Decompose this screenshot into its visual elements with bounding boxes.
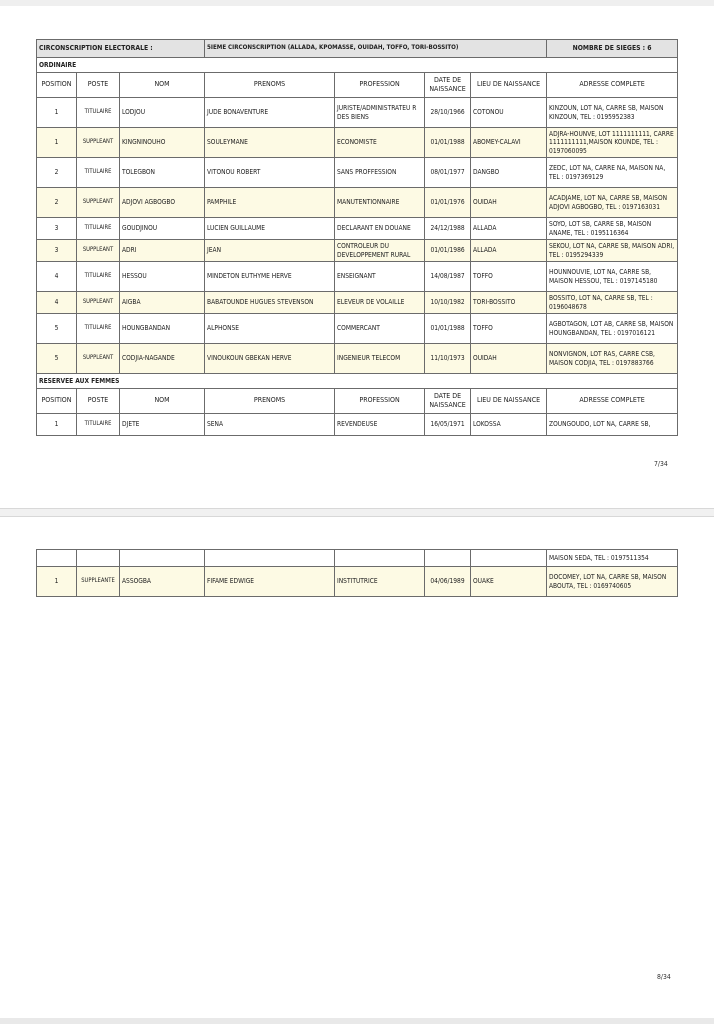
cell-profession: CONTROLEUR DU DEVELOPPEMENT RURAL	[335, 240, 425, 262]
table-row	[37, 292, 678, 314]
cell-profession: INGENIEUR TELECOM	[335, 344, 425, 374]
page-top-strip	[0, 0, 714, 6]
cell-lieu: OUAKE	[471, 567, 547, 597]
cell-nom: HOUNGBANDAN	[120, 314, 205, 344]
cell-poste: TITULAIRE	[77, 98, 120, 128]
cell-nom: ADJOVI AGBOGBO	[120, 188, 205, 218]
cell-nom: HESSOU	[120, 262, 205, 292]
cell-poste: TITULAIRE	[77, 314, 120, 344]
cell-prenoms: VINOUKOUN GBEKAN HERVE	[205, 344, 335, 374]
cell-prenoms: BABATOUNDE HUGUES STEVENSON	[205, 292, 335, 314]
col-position: POSITION	[37, 389, 77, 414]
table-row	[37, 314, 678, 344]
cell-nom: DJETE	[120, 414, 205, 436]
cell-prenoms: JEAN	[205, 240, 335, 262]
table-row	[37, 188, 678, 218]
cell-poste: TITULAIRE	[77, 218, 120, 240]
cell-prenoms	[205, 550, 335, 567]
cell-lieu: OUIDAH	[471, 344, 547, 374]
cell-lieu: ALLADA	[471, 218, 547, 240]
cell-date: 28/10/1966	[425, 98, 471, 128]
cell-date: 10/10/1982	[425, 292, 471, 314]
document-page-8	[0, 516, 714, 1019]
cell-adresse: ADJRA-HOUNVE, LOT 1111111111, CARRE 1111111111,MAISON KOUNDE, TEL : 0197060095	[547, 128, 678, 158]
cell-profession: MANUTENTIONNAIRE	[335, 188, 425, 218]
page-number: 8/34	[657, 973, 671, 981]
cell-lieu: ABOMEY-CALAVI	[471, 128, 547, 158]
cell-poste: SUPPLEANT	[77, 188, 120, 218]
cell-prenoms: FIFAME EDWIGE	[205, 567, 335, 597]
section-femmes-label: RESERVEE AUX FEMMES	[37, 374, 678, 389]
cell-position: 2	[37, 188, 77, 218]
cell-date: 01/01/1988	[425, 128, 471, 158]
constituency-header	[37, 40, 678, 58]
cell-lieu: DANGBO	[471, 158, 547, 188]
seats-count: NOMBRE DE SIEGES : 6	[547, 40, 678, 58]
col-profession: PROFESSION	[335, 73, 425, 98]
cell-prenoms: LUCIEN GUILLAUME	[205, 218, 335, 240]
cell-poste: SUPPLEANT	[77, 240, 120, 262]
cell-date: 01/01/1988	[425, 314, 471, 344]
cell-nom: ADRI	[120, 240, 205, 262]
cell-profession	[335, 550, 425, 567]
cell-profession: ECONOMISTE	[335, 128, 425, 158]
cell-adresse: SOYO, LOT SB, CARRE SB, MAISON ANAME, TEL : 0195116364	[547, 218, 678, 240]
col-date: DATE DE NAISSANCE	[425, 73, 471, 98]
cell-profession: DECLARANT EN DOUANE	[335, 218, 425, 240]
cell-profession: ELEVEUR DE VOLAILLE	[335, 292, 425, 314]
table-row	[37, 128, 678, 158]
cell-date: 16/05/1971	[425, 414, 471, 436]
cell-lieu: LOKOSSA	[471, 414, 547, 436]
table-row	[37, 414, 678, 436]
cell-adresse: HOUNNOUVIE, LOT NA, CARRE SB, MAISON HESSOU, TEL : 0197145180	[547, 262, 678, 292]
cell-adresse: NONVIGNON, LOT RAS, CARRE CSB, MAISON CODJIA, TEL : 0197883766	[547, 344, 678, 374]
cell-prenoms: PAMPHILE	[205, 188, 335, 218]
page-bottom-strip	[0, 1018, 714, 1024]
cell-poste: TITULAIRE	[77, 262, 120, 292]
section-femmes	[37, 374, 678, 389]
cell-poste	[77, 550, 120, 567]
cell-prenoms: SENA	[205, 414, 335, 436]
cell-lieu: ALLADA	[471, 240, 547, 262]
cell-poste: SUPPLEANTE	[77, 567, 120, 597]
cell-position	[37, 550, 77, 567]
cell-profession: COMMERCANT	[335, 314, 425, 344]
cell-adresse: AGBOTAGON, LOT AB, CARRE SB, MAISON HOUNGBANDAN, TEL : 0197016121	[547, 314, 678, 344]
table-row	[37, 158, 678, 188]
cell-date	[425, 550, 471, 567]
cell-adresse: ZEDC, LOT NA, CARRE NA, MAISON NA, TEL : 0197369129	[547, 158, 678, 188]
col-nom: NOM	[120, 389, 205, 414]
table-row	[37, 262, 678, 292]
cell-nom: LODJOU	[120, 98, 205, 128]
col-lieu: LIEU DE NAISSANCE	[471, 389, 547, 414]
cell-profession: JURISTE/ADMINISTRATEU R DES BIENS	[335, 98, 425, 128]
cell-lieu: OUIDAH	[471, 188, 547, 218]
table-row	[37, 98, 678, 128]
cell-profession: SANS PROFFESSION	[335, 158, 425, 188]
cell-position: 4	[37, 262, 77, 292]
col-poste: POSTE	[77, 73, 120, 98]
cell-poste: SUPPLEANT	[77, 292, 120, 314]
cell-nom: KINGNINOUHO	[120, 128, 205, 158]
cell-nom: ASSOGBA	[120, 567, 205, 597]
cell-profession: ENSEIGNANT	[335, 262, 425, 292]
cell-position: 1	[37, 128, 77, 158]
table-row	[37, 240, 678, 262]
cell-date: 01/01/1986	[425, 240, 471, 262]
cell-position: 4	[37, 292, 77, 314]
cell-prenoms: MINDETON EUTHYME HERVE	[205, 262, 335, 292]
table-row	[37, 567, 678, 597]
cell-prenoms: VITONOU ROBERT	[205, 158, 335, 188]
cell-position: 3	[37, 240, 77, 262]
cell-position: 2	[37, 158, 77, 188]
cell-date: 04/06/1989	[425, 567, 471, 597]
cell-nom: AIGBA	[120, 292, 205, 314]
cell-position: 1	[37, 98, 77, 128]
table-row	[37, 550, 678, 567]
cell-poste: TITULAIRE	[77, 414, 120, 436]
cell-poste: SUPPLEANT	[77, 128, 120, 158]
cell-adresse: ZOUNGOUDO, LOT NA, CARRE SB,	[547, 414, 678, 436]
cell-lieu: TOFFO	[471, 262, 547, 292]
cell-date: 14/08/1987	[425, 262, 471, 292]
cell-profession: REVENDEUSE	[335, 414, 425, 436]
section-ordinaire	[37, 58, 678, 73]
table-row	[37, 344, 678, 374]
col-profession: PROFESSION	[335, 389, 425, 414]
constituency-value: 5IEME CIRCONSCRIPTION (ALLADA, KPOMASSE, OUIDAH, TOFFO, TORI-BOSSITO)	[205, 40, 547, 58]
cell-date: 01/01/1976	[425, 188, 471, 218]
cell-date: 08/01/1977	[425, 158, 471, 188]
section-ordinaire-label: ORDINAIRE	[37, 58, 678, 73]
col-adresse: ADRESSE COMPLETE	[547, 389, 678, 414]
cell-date: 24/12/1988	[425, 218, 471, 240]
col-lieu: LIEU DE NAISSANCE	[471, 73, 547, 98]
cell-date: 11/10/1973	[425, 344, 471, 374]
col-poste: POSTE	[77, 389, 120, 414]
cell-adresse: ACADJAME, LOT NA, CARRE SB, MAISON ADJOVI AGBOGBO, TEL : 0197163031	[547, 188, 678, 218]
cell-adresse: KINZOUN, LOT NA, CARRE SB, MAISON KINZOUN, TEL : 0195952383	[547, 98, 678, 128]
cell-lieu: TORI-BOSSITO	[471, 292, 547, 314]
document-page-7	[0, 0, 714, 509]
cell-lieu: COTONOU	[471, 98, 547, 128]
cell-poste: TITULAIRE	[77, 158, 120, 188]
cell-prenoms: ALPHONSE	[205, 314, 335, 344]
cell-adresse: BOSSITO, LOT NA, CARRE SB, TEL : 0196048678	[547, 292, 678, 314]
cell-poste: SUPPLEANT	[77, 344, 120, 374]
cell-prenoms: SOULEYMANE	[205, 128, 335, 158]
cell-adresse: DOCOMEY, LOT NA, CARRE SB, MAISON ABOUTA, TEL : 0169740605	[547, 567, 678, 597]
cell-position: 3	[37, 218, 77, 240]
constituency-label: CIRCONSCRIPTION ELECTORALE :	[37, 40, 205, 58]
cell-prenoms: JUDE BONAVENTURE	[205, 98, 335, 128]
column-header-row	[37, 389, 678, 414]
col-prenoms: PRENOMS	[205, 389, 335, 414]
cell-position: 5	[37, 344, 77, 374]
col-adresse: ADRESSE COMPLETE	[547, 73, 678, 98]
column-header-row	[37, 73, 678, 98]
candidates-table	[36, 39, 678, 436]
cell-profession: INSTITUTRICE	[335, 567, 425, 597]
table-row	[37, 218, 678, 240]
cell-nom	[120, 550, 205, 567]
cell-nom: CODJIA-NAGANDE	[120, 344, 205, 374]
cell-nom: GOUDJINOU	[120, 218, 205, 240]
cell-lieu	[471, 550, 547, 567]
cell-position: 1	[37, 567, 77, 597]
col-date: DATE DE NAISSANCE	[425, 389, 471, 414]
cell-position: 5	[37, 314, 77, 344]
page-number: 7/34	[654, 460, 668, 468]
candidates-table-continued	[36, 549, 678, 597]
cell-lieu: TOFFO	[471, 314, 547, 344]
cell-adresse: SEKOU, LOT NA, CARRE SB, MAISON ADRI, TEL : 0195294339	[547, 240, 678, 262]
cell-adresse: MAISON SEDA, TEL : 0197511354	[547, 550, 678, 567]
cell-position: 1	[37, 414, 77, 436]
col-position: POSITION	[37, 73, 77, 98]
col-prenoms: PRENOMS	[205, 73, 335, 98]
col-nom: NOM	[120, 73, 205, 98]
cell-nom: TOLEGBON	[120, 158, 205, 188]
